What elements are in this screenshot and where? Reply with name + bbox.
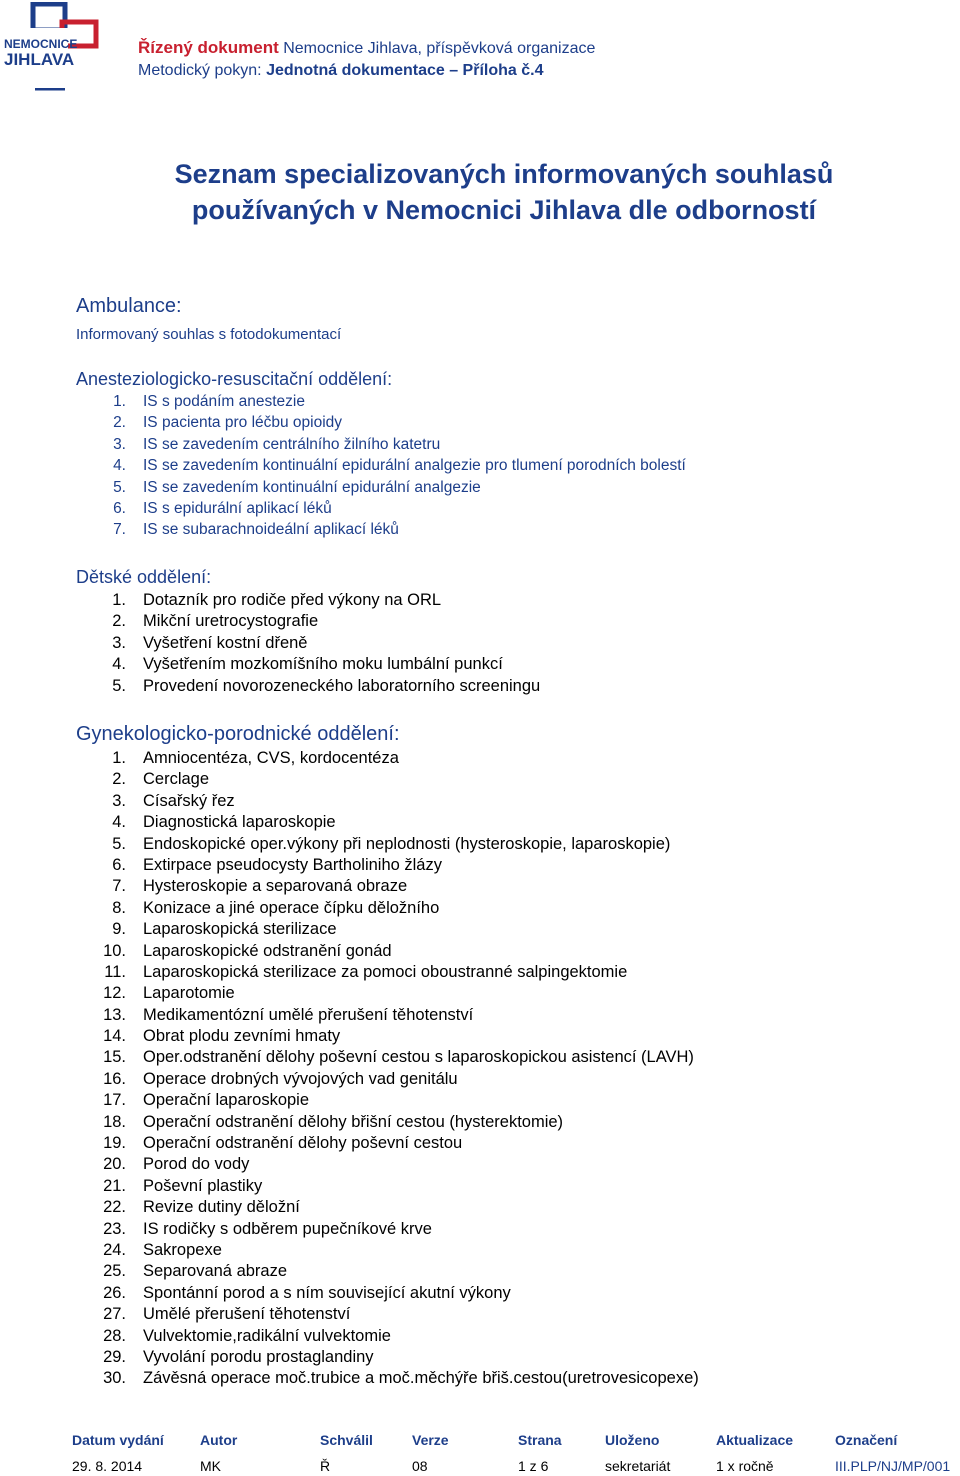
anest-heading: Anesteziologicko-resuscitační oddělení:: [76, 369, 393, 389]
footer-col-aktualizace: Aktualizace 1 x ročně: [716, 1432, 794, 1474]
list-item: 8. Konizace a jiné operace čípku děložního: [112, 898, 440, 917]
list-item: 23. IS rodičky s odběrem pupečníkové krve: [103, 1219, 432, 1238]
detske-list: [76, 590, 541, 697]
list-item: 27. Umělé přerušení těhotenství: [103, 1305, 351, 1324]
title-line-2: používaných v Nemocnici Jihlava dle odborností: [191, 195, 817, 225]
section-gynekologie: [76, 720, 699, 1390]
list-item: 4. IS se zavedením kontinuální epidurální analgezie pro tlumení porodních bolestí: [113, 457, 686, 475]
list-item: 21. Poševní plastiky: [103, 1176, 263, 1195]
list-item: 2. Cerclage: [112, 770, 210, 789]
list-item: 14. Obrat plodu zevními hmaty: [103, 1027, 341, 1046]
pokyn-name: Jednotná dokumentace – Příloha č.4: [266, 62, 544, 79]
list-item: 3. IS se zavedením centrálního žilního katetru: [113, 435, 441, 453]
document-footer: [0, 1430, 960, 1475]
list-item: 20. Porod do vody: [103, 1155, 250, 1174]
list-item: 30. Závěsná operace moč.trubice a moč.měchýře břiš.cestou(uretrovesicopexe): [103, 1369, 699, 1388]
document-type: Řízený dokument: [138, 38, 279, 57]
list-item: 22. Revize dutiny děložní: [103, 1198, 300, 1217]
list-item: 17. Operační laparoskopie: [103, 1091, 310, 1110]
section-anesteziologie: [76, 367, 686, 541]
list-item: 28. Vulvektomie,radikální vulvektomie: [103, 1326, 391, 1345]
list-item: 6. IS s epidurální aplikací léků: [113, 499, 332, 517]
list-item: 5. Provedení novorozeneckého laboratorního screeningu: [112, 676, 541, 695]
list-item: 11. Laparoskopická sterilizace za pomoci oboustranné salpingektomie: [104, 962, 628, 981]
footer-col-schvalil: Schválil Ř: [320, 1432, 373, 1474]
footer-col-oznaceni: Označení III.PLP/NJ/MP/001: [835, 1432, 951, 1474]
list-item: 5. IS se zavedením kontinuální epidurální analgezie: [113, 478, 481, 496]
section-ambulance: [76, 292, 341, 345]
list-item: 10. Laparoskopické odstranění gonád: [103, 941, 392, 960]
list-item: 7. Hysteroskopie a separovaná obraze: [112, 877, 408, 896]
list-item: 29. Vyvolání porodu prostaglandiny: [103, 1347, 374, 1366]
footer-col-ulozeno: Uloženo sekretariát: [605, 1432, 671, 1474]
ambulance-heading: Ambulance:: [76, 295, 182, 317]
organization-name: Nemocnice Jihlava, příspěvková organizace: [283, 40, 596, 57]
list-item: 16. Operace drobných vývojových vad genitálu: [103, 1069, 458, 1088]
footer-col-datum: Datum vydání 29. 8. 2014: [72, 1432, 164, 1474]
list-item: 3. Vyšetření kostní dřeně: [112, 633, 308, 652]
section-detske: [76, 565, 541, 697]
logo-graphic: [2, 2, 100, 94]
title-line-1: Seznam specializovaných informovaných souhlasů: [174, 159, 834, 189]
list-item: 26. Spontánní porod a s ním související akutní výkony: [103, 1283, 511, 1302]
anest-list: [76, 391, 686, 541]
list-item: 12. Laparotomie: [103, 984, 235, 1003]
list-item: 13. Medikamentózní umělé přerušení těhotenství: [103, 1005, 474, 1024]
list-item: 9. Laparoskopická sterilizace: [112, 920, 337, 939]
list-item: 1. Dotazník pro rodiče před výkony na ORL: [112, 591, 442, 609]
list-item: 15. Oper.odstranění dělohy poševní cestou s laparoskopickou asistencí (LAVH): [103, 1048, 694, 1067]
footer-col-strana: Strana 1 z 6: [518, 1432, 562, 1474]
pokyn-label: Metodický pokyn:: [138, 62, 262, 79]
list-item: 3. Císařský řez: [112, 791, 235, 810]
ambulance-text: Informovaný souhlas s fotodokumentací: [76, 326, 342, 343]
header-line-1: [138, 38, 595, 58]
list-item: 2. IS pacienta pro léčbu opioidy: [113, 414, 343, 432]
page-title: [0, 156, 960, 228]
hospital-logo: [2, 2, 100, 94]
gyn-list: [76, 748, 699, 1390]
list-item: 6. Extirpace pseudocysty Bartholiniho žlázy: [112, 855, 442, 874]
logo-text-line1: NEMOCNICE: [4, 37, 78, 51]
list-item: 7. IS se subarachnoideální aplikací léků: [113, 521, 399, 539]
detske-heading: Dětské oddělení:: [76, 567, 212, 587]
list-item: 25. Separovaná abraze: [103, 1262, 288, 1281]
list-item: 2. Mikční uretrocystografie: [112, 612, 319, 631]
logo-text-line2: JIHLAVA: [4, 50, 75, 69]
footer-col-autor: Autor MK: [200, 1432, 238, 1474]
list-item: 4. Vyšetřením mozkomíšního moku lumbální punkcí: [112, 655, 503, 674]
list-item: 19. Operační odstranění dělohy poševní cestou: [103, 1134, 463, 1153]
list-item: 1. Amniocentéza, CVS, kordocentéza: [112, 749, 399, 767]
list-item: 5. Endoskopické oper.výkony při neplodnosti (hysteroskopie, laparoskopie): [112, 834, 671, 853]
list-item: 1. IS s podáním anestezie: [113, 393, 305, 410]
list-item: 24. Sakropexe: [103, 1240, 222, 1259]
header-line-2: [138, 62, 543, 80]
list-item: 4. Diagnostická laparoskopie: [112, 813, 336, 832]
list-item: 18. Operační odstranění dělohy břišní cestou (hysterektomie): [103, 1112, 564, 1131]
footer-col-verze: Verze 08: [412, 1432, 449, 1474]
gyn-heading: Gynekologicko-porodnické oddělení:: [76, 723, 400, 745]
